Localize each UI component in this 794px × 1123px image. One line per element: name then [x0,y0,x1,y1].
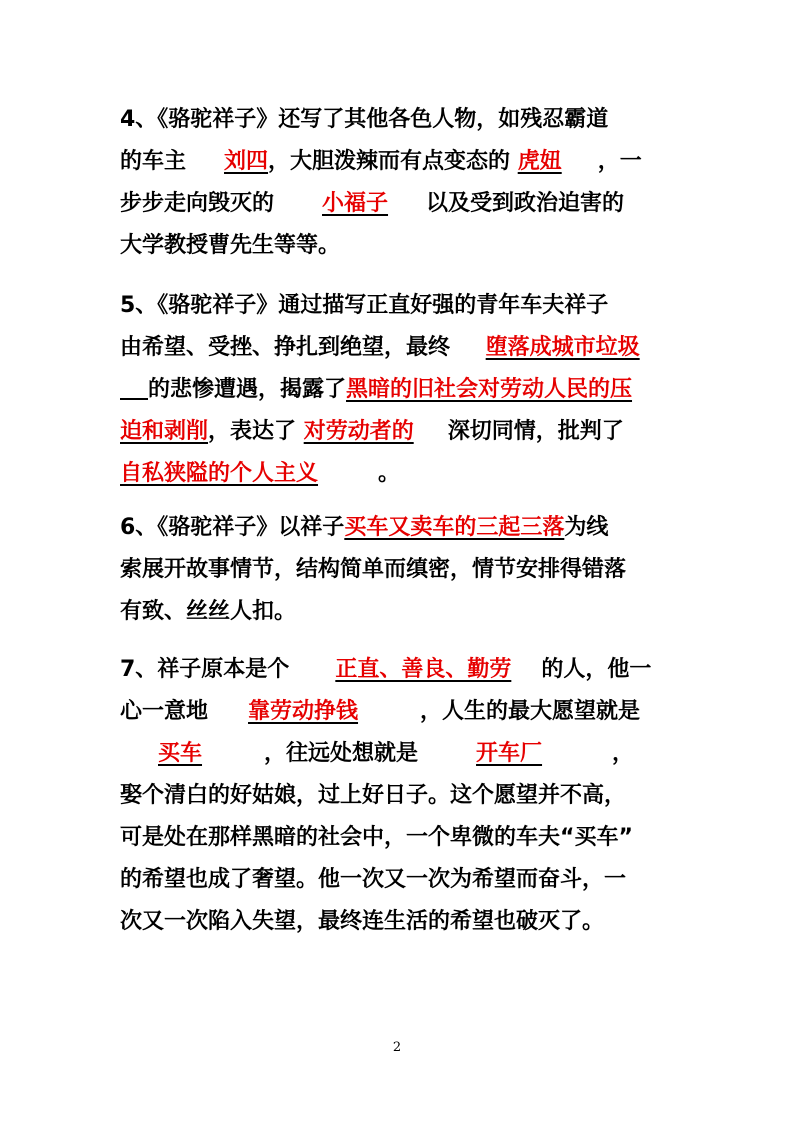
blank-space [186,142,224,182]
question-text: 由希望、受挫、挣扎到绝望，最终 [120,335,458,360]
blank-space [202,734,264,774]
page-number: 2 [392,1040,402,1055]
blank-space [274,184,322,224]
question-text: 可是处在那样黑暗的社会中，一个卑微的车夫“买车” [120,825,633,850]
question-text: 以及受到政治迫害的 [426,191,625,216]
answer-text: 靠劳动挣钱 [248,699,359,724]
answer-text: 买车 [158,741,203,766]
question-text: 次又一次陷入失望，最终连生活的希望也破灭了。 [120,909,605,934]
text-line [120,592,296,632]
question-text: 的悲惨遭遇，揭露了 [148,377,347,402]
question-text: ，大胆泼辣而有点变态的 [268,149,518,174]
answer-text: 小福子 [322,191,389,216]
question-text: ，往远处想就是 [264,741,419,766]
text-line [120,692,640,732]
blank-space [358,692,420,732]
blank-space [562,142,598,182]
text-line [120,902,604,942]
question-text: 为线 [564,515,609,540]
answer-text: 对劳动者的 [303,419,414,444]
blank-space [388,184,426,224]
blank-space [318,454,378,494]
question-text: ， [612,741,635,766]
question-text: 。 [378,461,401,486]
blank-space [208,692,248,732]
question-text: 娶个清白的好姑娘，过上好日子。这个愿望并不高， [120,783,627,808]
answer-text: 自私狭隘的个人主义 [120,461,319,486]
question-text: ，表达了 [208,419,304,444]
question-text: 大学教授曹先生等等。 [120,233,341,258]
question-text: 5、《骆驼祥子》通过描写正直好强的青年车夫祥子 [120,293,609,318]
question-text: 4、《骆驼祥子》还写了其他各色人物，如残忍霸道 [120,107,609,132]
text-line [120,734,634,774]
question-text: 的车主 [120,149,187,174]
text-line [120,226,340,266]
text-line [120,142,642,182]
blank-space [289,650,335,690]
answer-text: 迫和剥削 [120,419,209,444]
question-text: 的人，他一 [541,657,652,682]
question-text: 7、祥子原本是个 [120,657,290,682]
answer-text: 黑暗的旧社会对劳动人民的压 [346,377,633,402]
blank-space [120,734,158,774]
text-line [120,650,651,690]
blank-space [542,734,612,774]
question-text: 深切同情，批判了 [447,419,624,444]
answer-text: 买车又卖车的三起三落 [344,515,565,540]
question-text: 6、《骆驼祥子》以祥子 [120,515,345,540]
answer-text: 开车厂 [476,741,543,766]
question-text: 心一意地 [120,699,209,724]
text-line [120,550,626,590]
question-text: 的希望也成了奢望。他一次又一次为希望而奋斗，一 [120,867,627,892]
blank-space [418,734,476,774]
text-line [120,328,640,368]
blank-space [458,328,486,368]
text-line [120,100,608,140]
blank-space [511,650,541,690]
text-line [120,454,400,494]
text-line [120,286,608,326]
answer-blank [120,370,148,400]
text-line [120,184,624,224]
text-line [120,818,633,858]
answer-text: 堕落成城市垃圾 [485,335,640,360]
answer-text: 虎妞 [517,149,562,174]
text-line [120,412,624,452]
question-text: 有致、丝丝人扣。 [120,599,297,624]
text-line [120,776,626,816]
answer-text: 刘四 [224,149,269,174]
text-line [120,508,608,548]
question-text: 步步走向毁灭的 [120,191,275,216]
question-text: 索展开故事情节，结构简单而缜密，情节安排得错落 [120,557,627,582]
blank-space [414,412,448,452]
answer-text: 正直、善良、勤劳 [335,657,512,682]
text-line [120,860,626,900]
question-text: ，人生的最大愿望就是 [420,699,641,724]
question-text: ，一 [597,149,642,174]
text-line [120,370,632,410]
